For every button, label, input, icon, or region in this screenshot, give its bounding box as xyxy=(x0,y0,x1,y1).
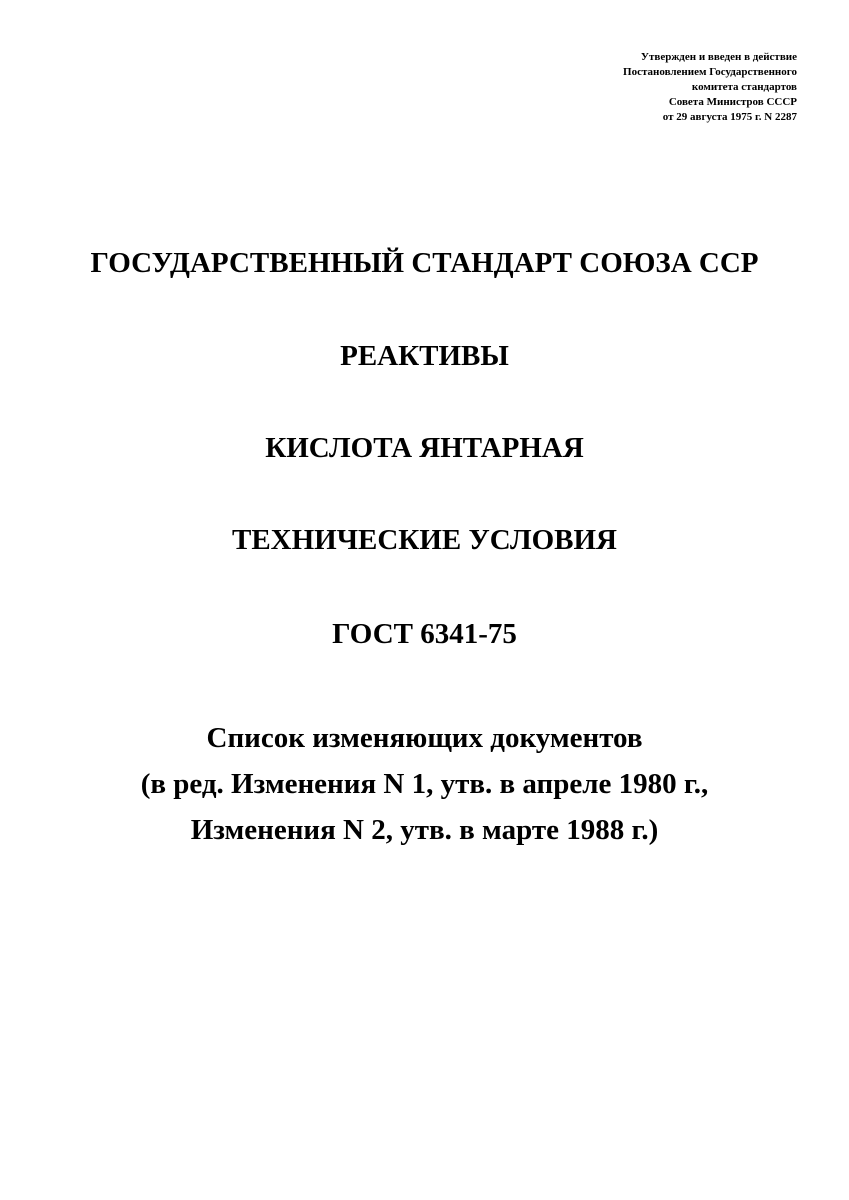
gost-number: ГОСТ 6341-75 xyxy=(332,618,517,650)
product-title: КИСЛОТА ЯНТАРНАЯ xyxy=(265,432,584,464)
approval-line: комитета стандартов xyxy=(691,81,797,93)
approval-line: Постановлением Государственного xyxy=(623,66,797,78)
approval-line: Утвержден и введен в действие xyxy=(640,51,797,63)
approval-block xyxy=(623,50,797,125)
approval-line: Совета Министров СССР xyxy=(668,96,797,108)
state-standard-title: ГОСУДАРСТВЕННЫЙ СТАНДАРТ СОЮЗА ССР xyxy=(90,247,759,279)
changes-block xyxy=(0,715,849,853)
changes-line: (в ред. Изменения N 1, утв. в апреле 1980 г., xyxy=(140,768,709,800)
category-title: РЕАКТИВЫ xyxy=(340,340,509,372)
approval-line: от 29 августа 1975 г. N 2287 xyxy=(662,111,797,123)
changes-line: Изменения N 2, утв. в марте 1988 г.) xyxy=(190,814,659,846)
spec-title: ТЕХНИЧЕСКИЕ УСЛОВИЯ xyxy=(231,524,617,556)
changes-heading: Список изменяющих документов xyxy=(206,722,643,754)
